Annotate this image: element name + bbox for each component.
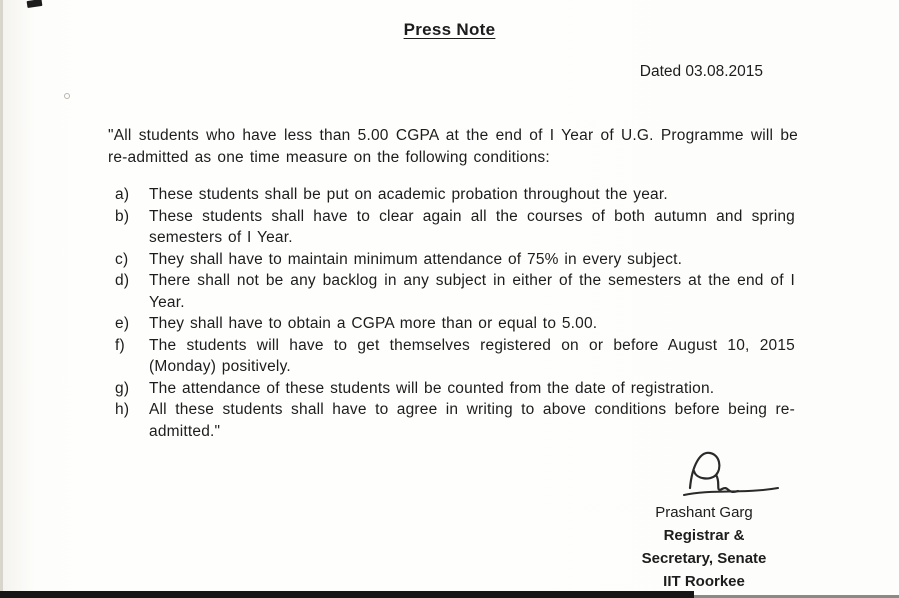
scan-artifact-top-left [27,0,43,8]
condition-label: f) [115,336,125,354]
condition-item-h [115,399,795,442]
condition-text: These students shall be put on academic probation throughout the year. [149,186,668,203]
condition-item-e [115,313,795,335]
signatory-role-2: Secretary, Senate [641,550,767,567]
condition-label: b) [115,207,130,225]
condition-item-d [115,270,795,313]
condition-item-b [115,206,795,249]
condition-text: They shall have to maintain minimum attendance of 75% in every subject. [149,250,683,268]
scan-speck-artifact [64,93,70,99]
condition-label: h) [115,401,130,418]
signature-block [604,448,804,593]
signatory-name: Prashant Garg [655,504,753,521]
condition-item-a [115,184,795,206]
condition-text: They shall have to obtain a CGPA more than or equal to 5.00. [149,315,598,332]
document-date: Dated 03.08.2015 [639,63,763,80]
condition-text: The students will have to get themselves registered on or before August 10, 2015 (Monday) positively. [149,336,795,375]
condition-label: a) [115,186,130,203]
condition-text: There shall not be any backlog in any subject in either of the semesters at the end of I Year. [149,272,795,311]
condition-label: g) [115,379,130,397]
condition-label: e) [115,315,130,332]
condition-item-g [115,378,795,400]
condition-text: The attendance of these students will be counted from the date of registration. [149,379,715,397]
condition-item-f [115,335,795,378]
condition-text: These students shall have to clear again all the courses of both autumn and spring semesters of I Year. [149,207,795,246]
condition-label: c) [115,250,129,268]
condition-label: d) [115,272,130,289]
condition-text: All these students shall have to agree in writing to above conditions before being re-admitted." [149,401,795,440]
signatory-role-1: Registrar & [663,527,745,544]
scan-bottom-edge-artifact [0,591,694,598]
conditions-list [115,184,795,442]
intro-paragraph: "All students who have less than 5.00 CGPA at the end of I Year of U.G. Programme will be re-admitted as one time measure on the following conditions: [108,127,798,166]
document-title: Press Note [403,20,496,39]
condition-item-c [115,249,795,271]
signatory-role-3: IIT Roorkee [663,573,745,590]
scan-edge-artifact [0,0,3,598]
handwritten-signature-icon [682,448,782,500]
